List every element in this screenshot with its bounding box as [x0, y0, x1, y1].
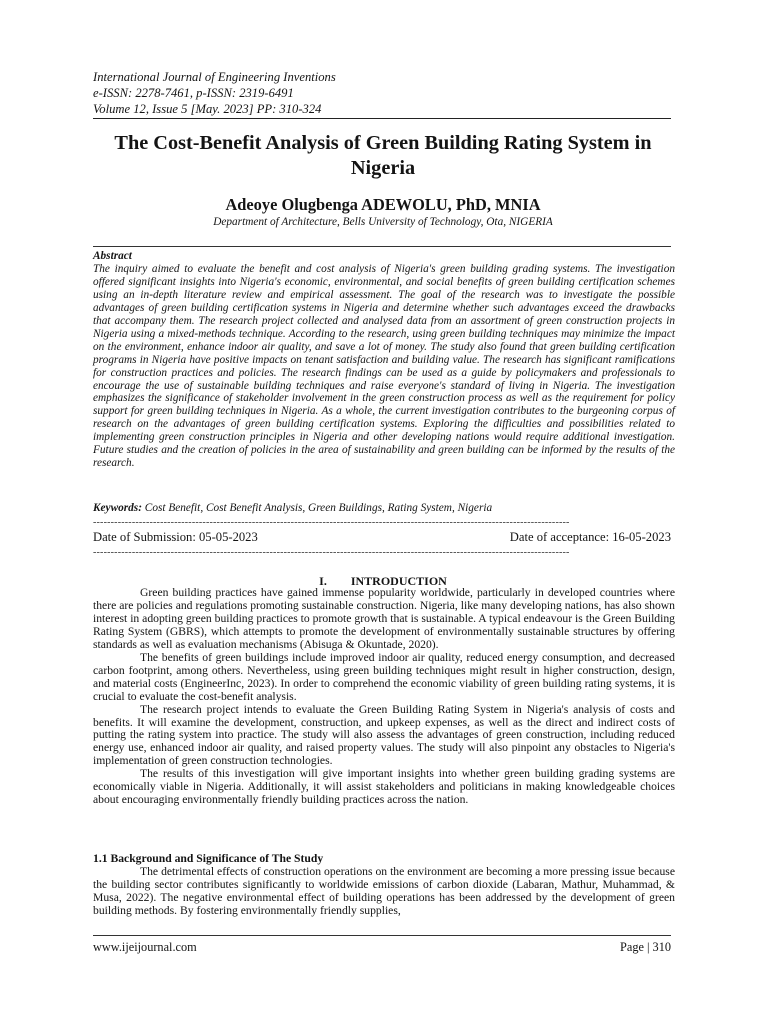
journal-header	[93, 69, 653, 118]
keywords-line	[93, 502, 673, 515]
background-body	[93, 866, 675, 918]
introduction-body	[93, 587, 675, 807]
acceptance-date: Date of acceptance: 16-05-2023	[509, 530, 671, 544]
footer-rule	[93, 935, 671, 936]
background-heading: 1.1 Background and Significance of The Study	[93, 852, 324, 865]
journal-name: International Journal of Engineering Inventions	[93, 70, 336, 84]
abstract-text: The inquiry aimed to evaluate the benefit and cost analysis of Nigeria's green building grading systems. The investigation offered significant insights into Nigeria's economic, environmental, and social benefits of green building certification schemes using an in-depth literature review and empirical assessment. The goal of the research was to investigate the possible advantages of green building certification systems in Nigeria and determine whether such advantages exceed the drawbacks that accompany them. The research project collected and analysed data from an assortment of green construction projects in Nigeria using a mixed-methods technique. According to the research, using green building techniques may minimize the impact on the environment, enhance indoor air quality, and save a lot of money. The study also found that green building certification programs in Nigeria have positive impacts on tenant satisfaction and building value. The research has significant ramifications for construction practices and policies. The research findings can be used as a guide by policymakers and professionals to encourage the use of sustainable building techniques and raise everyone's standard of living in Nigeria. The investigation emphasizes the significance of stakeholder involvement in the green construction process as well as the requirement for policy support for green building techniques in Nigeria. As a whole, the current investigation contributes to the burgeoning corpus of research on the advantages of green building certification systems. Exploring the difficulties and possibilities related to implementing green construction principles in Nigeria and other developing nations would require additional investigation. Future studies and the creation of policies in the area of sustainability and green building can be informed by the results of the research.	[93, 262, 675, 470]
intro-paragraph-2: The benefits of green buildings include improved indoor air quality, reduced energy consumption, and decreased carbon footprint, among others. Nevertheless, using green building techniques might result in higher construction, design, and material costs (EngineerInc, 2023). In order to comprehend the economic viability of green building rating systems, it is crucial to evaluate the cost-benefit analysis.	[93, 650, 675, 703]
intro-paragraph-4: The results of this investigation will give important insights into whether green building grading systems are economically viable in Nigeria. Additionally, it will assist stakeholders and politicians in making knowledgeable choices about encouraging environmentally friendly building practices across the nation.	[93, 767, 675, 807]
submission-date: Date of Submission: 05-05-2023	[93, 530, 258, 544]
intro-paragraph-3: The research project intends to evaluate the Green Building Rating System in Nigeria's analysis of costs and benefits. It will examine the development, construction, and upkeep expenses, as well as the direct and indirect costs of putting the rating system into practice. The study will also assess the advantages of green construction, including reduced energy use, enhanced indoor air quality, and raised property values. The study will also pinpoint any obstacles to Nigeria's implementation of green construction technologies.	[93, 702, 675, 768]
paper-title: The Cost-Benefit Analysis of Green Building Rating System in Nigeria	[114, 132, 652, 179]
paper-author: Adeoye Olugbenga ADEWOLU, PhD, MNIA	[225, 195, 541, 214]
background-paragraph: The detrimental effects of construction operations on the environment are becoming a more pressing issue because the building sector contributes significantly to worldwide emissions of carbon dioxide (Labaran, Mathur, Muhammad, & Musa, 2022). The negative environmental effect of building operations has been addressed by the development of green building methods. By fostering environmentally friendly supplies,	[93, 865, 675, 917]
keywords-label: Keywords:	[93, 502, 142, 514]
abstract-heading: Abstract	[93, 250, 132, 262]
author-affiliation: Department of Architecture, Bells University of Technology, Ota, NIGERIA	[213, 216, 553, 228]
intro-paragraph-1: Green building practices have gained immense popularity worldwide, particularly in developed countries where there are policies and regulations promoting sustainable construction. Nigeria, like many developing nations, has also shown interest in adopting green building practices to promote growth that is sustainable. A typical endeavour is the Green Building Rating System (GBRS), which attempts to promote the development of environmentally sustainable structures by offering standards as well as evaluation mechanisms (Abisuga & Okuntade, 2020).	[93, 586, 675, 651]
journal-issn: e-ISSN: 2278-7461, p-ISSN: 2319-6491	[93, 86, 294, 101]
journal-volume: Volume 12, Issue 5 [May. 2023] PP: 310-324	[93, 102, 322, 117]
dashed-separator-top: ---------------------------------------------------------------------------------------------------------------------------------------	[93, 518, 570, 528]
introduction-heading: I. INTRODUCTION	[319, 574, 447, 588]
page-number: Page | 310	[620, 940, 671, 954]
keywords-text: Cost Benefit, Cost Benefit Analysis, Green Buildings, Rating System, Nigeria	[144, 502, 493, 514]
dashed-separator-bottom: ---------------------------------------------------------------------------------------------------------------------------------------	[93, 548, 570, 558]
abstract-rule	[93, 246, 671, 247]
journal-website: www.ijeijournal.com	[93, 940, 197, 954]
abstract-section	[93, 250, 675, 470]
header-rule	[93, 118, 671, 119]
